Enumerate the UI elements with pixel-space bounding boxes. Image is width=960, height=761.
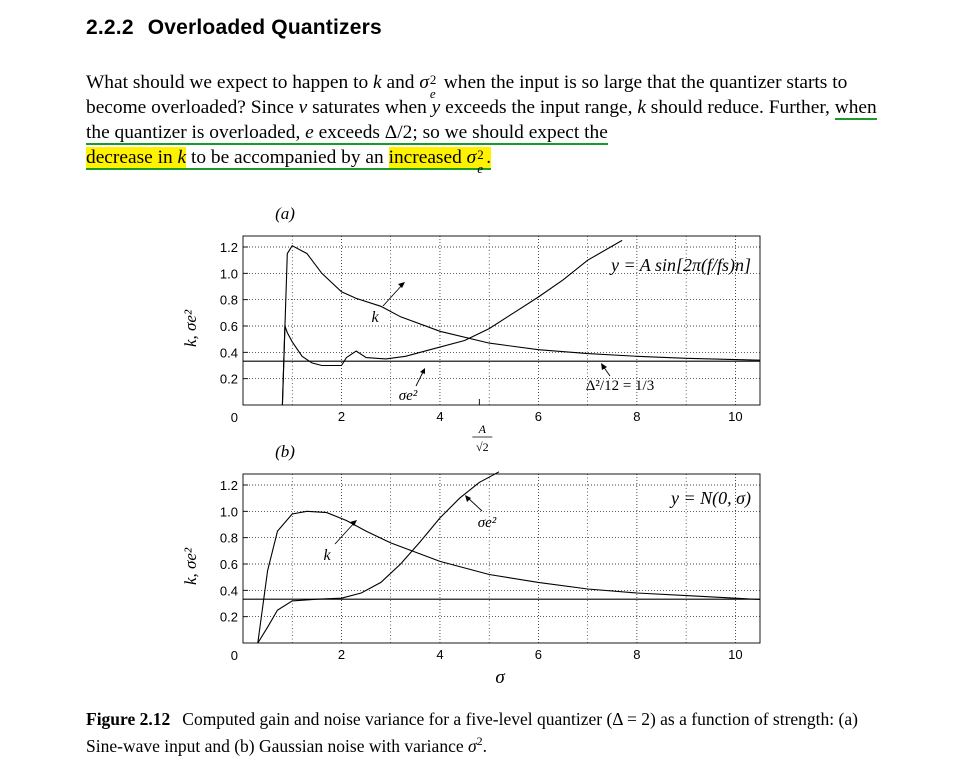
k-arrow	[383, 284, 403, 306]
sup: 2	[429, 72, 437, 87]
para-text: increased	[388, 147, 467, 168]
para-text: What should we expect to happen to	[86, 72, 374, 93]
var-sigma: σ	[467, 735, 477, 756]
y-tick-label: 0.2	[219, 371, 238, 387]
y-tick-label: 1.0	[219, 266, 238, 282]
var-sigma: σ	[419, 72, 429, 93]
caption-label: Figure 2.12	[86, 709, 171, 729]
var-k: k	[177, 147, 187, 168]
y-tick-label: 0.8	[219, 292, 238, 308]
x-tick-label: 6	[534, 647, 543, 662]
sigma-label: σe²	[398, 388, 418, 404]
para-text: and	[381, 72, 420, 93]
y-tick-label: 1.2	[219, 478, 238, 493]
panel-label: (b)	[275, 442, 295, 461]
y-tick-label: 1.2	[219, 240, 238, 255]
figure-caption	[86, 708, 886, 757]
series-line-k	[258, 511, 760, 643]
sup: 2	[476, 734, 483, 748]
series-line-sigma-e2	[282, 240, 622, 405]
caption-text: .	[482, 735, 487, 756]
caption-text: Computed gain and noise variance for a five-level quantizer (Δ = 2) as a function of strength: (a) Sine-wave input and (b) Gaussian noise with variance	[86, 709, 858, 756]
para-text: should reduce. Further,	[645, 97, 835, 118]
para-text: .	[486, 147, 492, 168]
para-text: when the input is so large that the quantizer starts to become overloaded? Since	[86, 72, 848, 118]
reference-arrow-head	[601, 363, 607, 370]
y-tick-label: 0.4	[219, 345, 238, 361]
formula-annotation: y = N(0, σ)	[670, 488, 751, 508]
section-title: Overloaded Quantizers	[147, 16, 382, 39]
section-number: 2.2.2	[86, 16, 134, 39]
y-tick-label: 0.6	[219, 557, 238, 572]
var-y: y	[431, 97, 441, 118]
panel-label: (a)	[275, 204, 295, 223]
y-tick-label: 0.8	[219, 530, 238, 546]
x-tick-label: 8	[633, 647, 641, 662]
sub: e	[429, 86, 436, 101]
var-sigma: σ	[466, 147, 477, 168]
x-tick-label: 2	[337, 409, 346, 424]
sup: 2	[477, 147, 484, 162]
sigma-arrow-head	[465, 495, 471, 502]
y-axis-label: k, σe²	[181, 309, 200, 348]
var-k: k	[637, 97, 646, 118]
var-v: v	[298, 97, 308, 118]
y-tick-label: 0.4	[219, 583, 238, 599]
x-tick-label: 8	[633, 409, 641, 424]
para-text: exceeds Δ/2; so we should expect the	[313, 122, 608, 143]
k-label: k	[323, 547, 331, 564]
reference-label: Δ²/12 = 1/3	[585, 378, 655, 394]
y-tick-label: 0	[230, 410, 238, 425]
x-tick-label: 10	[728, 409, 743, 424]
k-arrow-head	[398, 282, 405, 288]
para-text: to be accompanied by an	[186, 147, 389, 168]
marker-label-den: √2	[476, 440, 489, 454]
x-axis-label: σ	[495, 667, 505, 688]
y-tick-label: 0.2	[219, 609, 238, 625]
marker-label-num: A	[478, 422, 487, 436]
para-text: exceeds the input range,	[440, 97, 638, 118]
var-k: k	[373, 72, 382, 93]
x-tick-label: 10	[728, 647, 743, 662]
y-tick-label: 0.6	[219, 319, 238, 334]
sigma-label: σe²	[477, 515, 497, 531]
panel-a	[181, 204, 760, 454]
formula-annotation: y = A sin[2π(f/fs)n]	[610, 255, 751, 275]
y-tick-label: 0	[230, 648, 238, 663]
para-text: decrease in	[86, 147, 178, 168]
x-tick-label: 2	[337, 647, 346, 662]
para-text: saturates when	[307, 97, 432, 118]
k-label: k	[371, 309, 379, 326]
para-text: when the quantizer is overloaded,	[86, 97, 877, 143]
y-axis-label: k, σe²	[181, 547, 200, 586]
y-tick-label: 1.0	[219, 504, 238, 520]
x-tick-label: 4	[436, 647, 444, 662]
var-e: e	[305, 122, 314, 143]
x-tick-label: 6	[534, 409, 543, 424]
k-arrow	[335, 522, 355, 544]
x-tick-label: 4	[436, 409, 444, 424]
sub: e	[477, 161, 483, 176]
series-line-sigma-e2	[258, 472, 499, 643]
panel-b	[181, 442, 760, 688]
